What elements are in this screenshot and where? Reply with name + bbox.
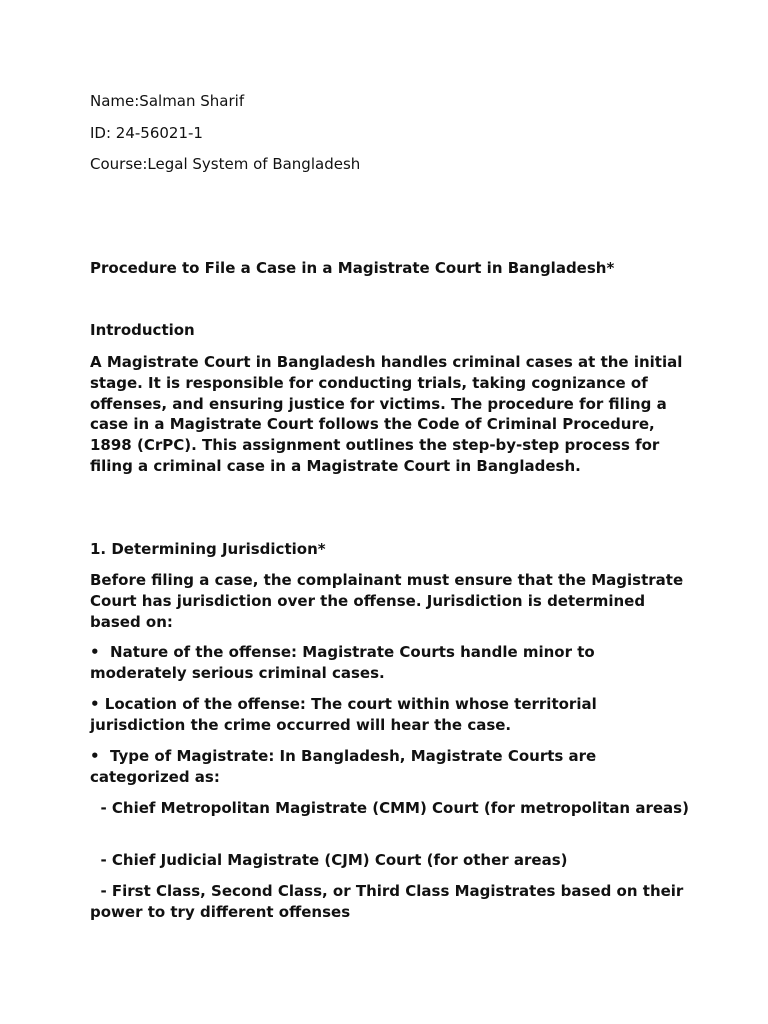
course-name: Course:Legal System of Bangladesh [90,155,361,173]
introduction-paragraph: A Magistrate Court in Bangladesh handles criminal cases at the initial stage. It is responsible for conducting trials, taking cognizance of offenses, and ensuring justice for victims. The procedure for filing a case in a Magistrate Court follows the Code of Criminal Procedure, 1898 (CrPC). This assignment outlines the step-by-step process for filing a criminal case in a Magistrate Court in Bangladesh. [90,353,688,475]
jurisdiction-paragraph: Before filing a case, the complainant must ensure that the Magistrate Court has jurisdiction over the offense. Jurisdiction is determined based on: [90,571,689,631]
sub-item-magistrate-classes: - First Class, Second Class, or Third Class Magistrates based on their power to try different offenses [90,882,689,921]
student-id: ID: 24-56021-1 [90,124,203,142]
sub-item-cjm-court: - Chief Judicial Magistrate (CJM) Court (for other areas) [90,851,568,869]
sub-item-cmm-court: - Chief Metropolitan Magistrate (CMM) Court (for metropolitan areas) [90,799,689,817]
bullet-location-of-offense: • Location of the offense: The court within whose territorial jurisdiction the crime occurred will hear the case. [90,695,602,734]
introduction-heading: Introduction [90,321,195,339]
student-name: Name:Salman Sharif [90,92,245,110]
bullet-type-of-magistrate: • Type of Magistrate: In Bangladesh, Magistrate Courts are categorized as: [90,747,602,786]
section-heading-jurisdiction: 1. Determining Jurisdiction* [90,540,326,558]
document-title: Procedure to File a Case in a Magistrate Court in Bangladesh* [90,259,615,277]
bullet-nature-of-offense: • Nature of the offense: Magistrate Courts handle minor to moderately serious criminal cases. [90,643,600,682]
